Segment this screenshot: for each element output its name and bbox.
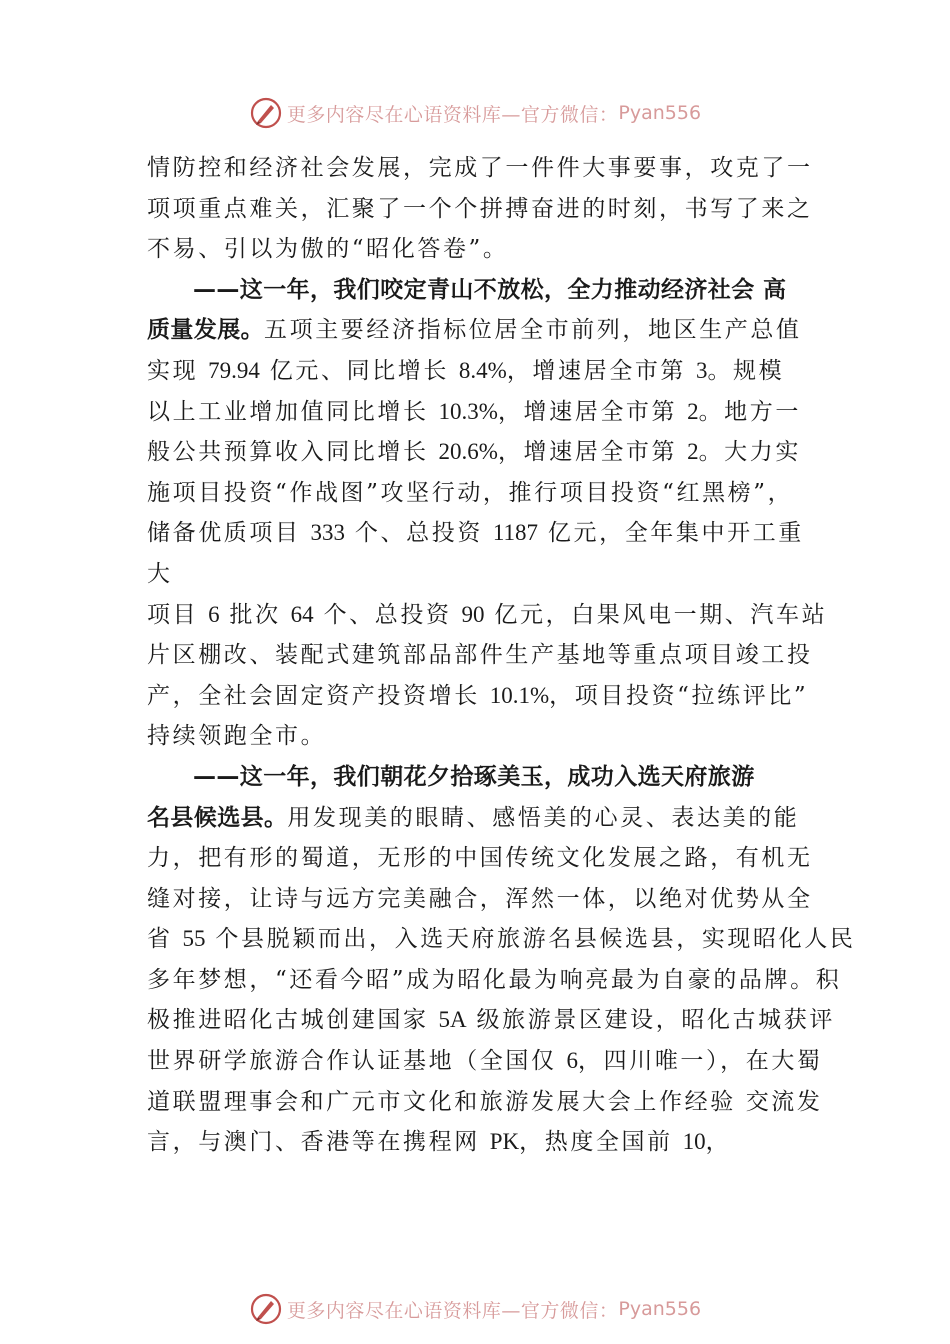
text-line: 大 — [147, 560, 173, 587]
line-text: 五项主要经济指标位居全市前列，地区生产总值 — [264, 317, 802, 344]
text-line: 力，把有形的蜀道，无形的中国传统文化发展之路，有机无 — [147, 845, 813, 872]
text-line: 言，与澳门、香港等在携程网 PK，热度全国前 10， — [147, 1129, 732, 1156]
bold-lead: ——这一年，我们咬定青山不放松，全力推动经济社会 高 — [193, 276, 787, 303]
footer-watermark — [0, 1292, 950, 1326]
bold-lead: ——这一年，我们朝花夕拾琢美玉，成功入选天府旅游 — [193, 763, 755, 790]
text-line: 缝对接，让诗与远方完美融合，浑然一体，以绝对优势从全 — [147, 885, 813, 912]
quill-seal-icon — [249, 96, 283, 130]
text-line — [147, 270, 837, 311]
text-line: 持续领跑全市。 — [147, 723, 327, 750]
document-body — [147, 148, 856, 1163]
text-line: 道联盟理事会和广元市文化和旅游发展大会上作经验 交流发 — [147, 1088, 823, 1115]
text-line: 产，全社会固定资产投资增长 10.1%，项目投资“拉练评比” — [147, 682, 809, 709]
text-line: 省 55 个县脱颖而出，入选天府旅游名县候选县，实现昭化人民 — [147, 926, 856, 953]
watermark-text: 更多内容尽在心语资料库—官方微信： — [286, 1299, 619, 1322]
text-line: 世界研学旅游合作认证基地（全国仅 6，四川唯一），在大蜀 — [147, 1048, 823, 1075]
text-line: 片区棚改、装配式建筑部品部件生产基地等重点项目竣工投 — [147, 642, 813, 669]
text-line: 项项重点难关，汇聚了一个个拼搏奋进的时刻，书写了来之 — [147, 195, 813, 222]
text-line: 储备优质项目 333 个、总投资 1187 亿元，全年集中开工重 — [147, 520, 804, 547]
text-line: 极推进昭化古城创建国家 5A 级旅游景区建设，昭化古城获评 — [147, 1007, 835, 1034]
bold-lead: 质量发展。 — [147, 317, 264, 344]
text-line: 项目 6 批次 64 个、总投资 90 亿元，白果风电一期、汽车站 — [147, 601, 828, 628]
quill-seal-icon — [249, 1292, 283, 1326]
watermark-id: Pyan556 — [618, 102, 702, 124]
text-line — [147, 757, 837, 798]
text-line: 不易、引以为傲的“昭化答卷”。 — [147, 236, 509, 263]
header-watermark — [0, 96, 950, 130]
text-line: 实现 79.94 亿元、同比增长 8.4%，增速居全市第 3。规模 — [147, 357, 785, 384]
text-line: 情防控和经济社会发展，完成了一件件大事要事，攻克了一 — [147, 155, 813, 181]
text-line: 多年梦想，“还看今昭”成为昭化最为响亮最为自豪的品牌。积 — [147, 966, 842, 993]
text-line: 以上工业增加值同比增长 10.3%，增速居全市第 2。地方一 — [147, 398, 801, 425]
bold-lead: 名县候选县。 — [147, 804, 288, 831]
text-line — [147, 310, 837, 351]
text-line: 般公共预算收入同比增长 20.6%，增速居全市第 2。大力实 — [147, 439, 801, 466]
watermark-text: 更多内容尽在心语资料库—官方微信： — [286, 103, 619, 126]
line-text: 用发现美的眼睛、感悟美的心灵、表达美的能 — [287, 804, 800, 831]
text-line: 施项目投资“作战图”攻坚行动，推行项目投资“红黑榜”， — [147, 479, 794, 506]
text-line — [147, 798, 837, 839]
watermark-id: Pyan556 — [618, 1298, 702, 1320]
